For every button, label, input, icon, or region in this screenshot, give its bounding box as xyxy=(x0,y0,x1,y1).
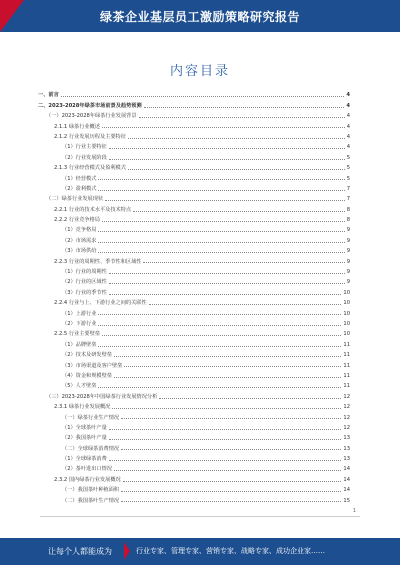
toc-entry-page: 14 xyxy=(343,487,350,494)
toc-entry[interactable] xyxy=(38,358,350,368)
toc-entry[interactable] xyxy=(38,421,350,431)
toc-leader-dots xyxy=(133,211,345,212)
toc-leader-dots xyxy=(98,387,341,388)
toc-entry[interactable] xyxy=(38,296,350,306)
toc-leader-dots xyxy=(114,470,341,471)
toc-entry-text: （1）行业的周期性 xyxy=(62,269,107,276)
table-of-contents xyxy=(38,88,350,504)
toc-leader-dots xyxy=(98,242,344,243)
toc-entry-page: 5 xyxy=(346,165,350,172)
toc-leader-dots xyxy=(98,325,341,326)
toc-entry-text: （二）全球绿茶消费情况 xyxy=(62,445,120,452)
toc-entry-text: （1）行业主要特征 xyxy=(62,144,107,151)
toc-leader-dots xyxy=(139,117,345,118)
toc-leader-dots xyxy=(149,304,342,305)
toc-leader-dots xyxy=(98,190,344,191)
toc-entry[interactable] xyxy=(38,493,350,503)
toc-entry-page: 9 xyxy=(346,227,350,234)
footer-divider xyxy=(40,516,360,517)
toc-leader-dots xyxy=(98,231,344,232)
toc-entry-text: （3）行业的季节性 xyxy=(62,289,107,296)
toc-leader-dots xyxy=(128,138,345,139)
toc-entry[interactable] xyxy=(38,452,350,462)
toc-entry[interactable] xyxy=(38,223,350,233)
toc-entry-text: 2.2.2 行业竞争格局 xyxy=(54,217,100,224)
toc-entry-text: （一）我国茶叶种植面积 xyxy=(62,487,120,494)
toc-entry-page: 4 xyxy=(346,133,350,140)
footer-arrow-icon xyxy=(124,542,130,560)
toc-entry-text: 二、2023-2028年绿茶市场前景及趋势预测 xyxy=(38,102,142,109)
toc-entry[interactable] xyxy=(38,88,350,98)
toc-leader-dots xyxy=(61,96,345,97)
toc-leader-dots xyxy=(121,418,341,419)
toc-entry[interactable] xyxy=(38,389,350,399)
toc-entry-text: （2）下游行业 xyxy=(62,320,97,327)
toc-entry[interactable] xyxy=(38,483,350,493)
toc-leader-dots xyxy=(98,252,344,253)
toc-entry-page: 11 xyxy=(343,341,350,348)
toc-leader-dots xyxy=(112,408,341,409)
toc-entry[interactable] xyxy=(38,244,350,254)
toc-entry-page: 8 xyxy=(346,217,350,224)
toc-leader-dots xyxy=(121,491,341,492)
footer-slogan-right: 行业专家、管理专家、营销专家、战略专家、成功企业家…… xyxy=(136,547,325,555)
toc-entry-text: 2.1.3 行业经营模式及盈利模式 xyxy=(54,165,126,172)
toc-entry-text: （2）行业发展阶段 xyxy=(62,154,107,161)
toc-entry-text: 2.2.5 行业主要壁垒 xyxy=(54,331,100,338)
toc-entry-text: （2）我国茶叶产量 xyxy=(62,435,107,442)
toc-entry-page: 5 xyxy=(346,154,350,161)
toc-entry[interactable] xyxy=(38,161,350,171)
toc-entry-text: （二）绿茶行业发展现状 xyxy=(46,196,104,203)
toc-entry[interactable] xyxy=(38,182,350,192)
toc-entry[interactable] xyxy=(38,171,350,181)
toc-entry[interactable] xyxy=(38,202,350,212)
toc-entry-text: （2）茶叶进出口情况 xyxy=(62,466,112,473)
toc-leader-dots xyxy=(121,449,341,450)
toc-entry-page: 15 xyxy=(343,497,350,504)
toc-entry-page: 4 xyxy=(346,113,350,120)
toc-entry-page: 13 xyxy=(343,456,350,463)
toc-entry-page: 9 xyxy=(346,269,350,276)
toc-entry-page: 4 xyxy=(346,144,350,151)
toc-entry[interactable] xyxy=(38,348,350,358)
page-header xyxy=(0,0,400,32)
toc-entry[interactable] xyxy=(38,98,350,108)
toc-leader-dots xyxy=(124,366,341,367)
toc-entry-page: 10 xyxy=(343,289,350,296)
toc-entry-page: 13 xyxy=(343,435,350,442)
report-title: 绿茶企业基层员工激励策略研究报告 xyxy=(99,10,300,24)
toc-entry-text: （4）资金和规模壁垒 xyxy=(62,372,112,379)
toc-entry[interactable] xyxy=(38,337,350,347)
toc-entry-page: 9 xyxy=(346,279,350,286)
toc-entry[interactable] xyxy=(38,379,350,389)
toc-entry-text: （2）行业的区域性 xyxy=(62,279,107,286)
toc-entry-page: 4 xyxy=(346,102,350,109)
toc-leader-dots xyxy=(114,356,341,357)
toc-entry-text: 2.3.2 国内绿茶行业发展概况 xyxy=(54,476,121,483)
toc-entry[interactable] xyxy=(38,130,350,140)
toc-leader-dots xyxy=(109,273,345,274)
toc-entry-text: 2.1.2 行业发展历程及主要特征 xyxy=(54,133,126,140)
toc-entry[interactable] xyxy=(38,472,350,482)
toc-entry-text: 2.2.3 行业的周期性、季节性和区域性 xyxy=(54,258,142,265)
toc-entry-page: 5 xyxy=(346,175,350,182)
toc-entry[interactable] xyxy=(38,254,350,264)
toc-entry-text: （1）竞争格局 xyxy=(62,227,97,234)
toc-entry-page: 11 xyxy=(343,383,350,390)
toc-entry[interactable] xyxy=(38,192,350,202)
toc-leader-dots xyxy=(109,294,342,295)
toc-entry-text: （3）市场渠道及客户壁垒 xyxy=(62,362,123,369)
toc-entry-page: 12 xyxy=(343,414,350,421)
toc-entry[interactable] xyxy=(38,150,350,160)
toc-entry-page: 12 xyxy=(343,393,350,400)
toc-entry-page: 10 xyxy=(343,320,350,327)
toc-entry-page: 7 xyxy=(346,196,350,203)
toc-leader-dots xyxy=(109,429,342,430)
toc-entry-text: （1）全球茶叶产量 xyxy=(62,424,107,431)
toc-entry-text: （5）人才壁垒 xyxy=(62,383,97,390)
toc-leader-dots xyxy=(105,200,345,201)
toc-entry-text: （一）2023-2028年绿茶行业发展背景 xyxy=(46,113,137,120)
toc-entry-text: （1）全球绿茶消费 xyxy=(62,456,107,463)
toc-entry[interactable] xyxy=(38,462,350,472)
footer-slogan-left: 让每个人都能成为 xyxy=(48,547,112,556)
toc-entry[interactable] xyxy=(38,109,350,119)
toc-leader-dots xyxy=(128,169,345,170)
toc-entry-page: 4 xyxy=(346,92,350,99)
toc-entry-text: （一）绿茶行业生产情况 xyxy=(62,414,120,421)
toc-entry[interactable] xyxy=(38,275,350,285)
toc-entry-text: （3）市场供给 xyxy=(62,248,97,255)
toc-entry-text: 一、前言 xyxy=(38,92,59,99)
toc-entry-page: 9 xyxy=(346,237,350,244)
toc-leader-dots xyxy=(143,262,344,263)
toc-entry-page: 12 xyxy=(343,404,350,411)
toc-entry-page: 11 xyxy=(343,362,350,369)
toc-entry-text: （1）经营模式 xyxy=(62,175,97,182)
toc-entry[interactable] xyxy=(38,317,350,327)
toc-entry-text: （1）品牌壁垒 xyxy=(62,341,97,348)
toc-entry-page: 13 xyxy=(343,445,350,452)
toc-entry-page: 4 xyxy=(346,123,350,130)
toc-entry-page: 14 xyxy=(343,466,350,473)
toc-entry[interactable] xyxy=(38,327,350,337)
toc-entry-text: （2）市场需求 xyxy=(62,237,97,244)
toc-leader-dots xyxy=(109,460,342,461)
toc-leader-dots xyxy=(121,501,341,502)
toc-entry[interactable] xyxy=(38,410,350,420)
toc-entry-page: 9 xyxy=(346,258,350,265)
toc-entry-page: 11 xyxy=(343,352,350,359)
toc-leader-dots xyxy=(98,346,341,347)
toc-entry-page: 14 xyxy=(343,476,350,483)
toc-entry-page: 12 xyxy=(343,424,350,431)
toc-heading: 内容目录 xyxy=(169,64,230,79)
toc-entry-text: 2.3.1 绿茶行业发展概况 xyxy=(54,404,111,411)
toc-leader-dots xyxy=(98,314,341,315)
toc-entry[interactable] xyxy=(38,233,350,243)
toc-leader-dots xyxy=(102,335,341,336)
toc-leader-dots xyxy=(109,439,342,440)
toc-entry-page: 9 xyxy=(346,248,350,255)
toc-entry-page: 7 xyxy=(346,185,350,192)
toc-leader-dots xyxy=(109,283,345,284)
toc-entry[interactable] xyxy=(38,119,350,129)
toc-leader-dots xyxy=(102,221,345,222)
toc-entry[interactable] xyxy=(38,213,350,223)
toc-entry-text: 2.2.4 行业与上、下游行业之间的关联性 xyxy=(54,300,147,307)
page-footer xyxy=(0,538,400,565)
toc-entry[interactable] xyxy=(38,285,350,295)
toc-entry[interactable] xyxy=(38,431,350,441)
toc-entry[interactable] xyxy=(38,265,350,275)
toc-entry-text: （三）2023-2028年中国绿茶行业发展情况分析 xyxy=(46,393,158,400)
toc-entry[interactable] xyxy=(38,140,350,150)
toc-entry-text: （2）技术及研发壁垒 xyxy=(62,352,112,359)
toc-entry[interactable] xyxy=(38,400,350,410)
toc-entry-text: （2）盈利模式 xyxy=(62,185,97,192)
toc-entry-page: 10 xyxy=(343,331,350,338)
toc-leader-dots xyxy=(109,148,345,149)
toc-entry-page: 10 xyxy=(343,300,350,307)
toc-entry-page: 10 xyxy=(343,310,350,317)
toc-entry-text: （1）上游行业 xyxy=(62,310,97,317)
toc-leader-dots xyxy=(123,481,342,482)
toc-entry-text: 2.1.1 绿茶行业概述 xyxy=(54,123,100,130)
toc-leader-dots xyxy=(144,107,345,108)
page-number: 1 xyxy=(352,508,356,514)
toc-entry[interactable] xyxy=(38,306,350,316)
toc-leader-dots xyxy=(114,377,341,378)
toc-entry-page: 11 xyxy=(343,372,350,379)
toc-leader-dots xyxy=(109,159,345,160)
toc-leader-dots xyxy=(159,398,341,399)
toc-entry-text: 2.2.1 行业的技术水平及技术特点 xyxy=(54,206,132,213)
toc-entry[interactable] xyxy=(38,369,350,379)
toc-entry-text: （二）我国茶叶生产情况 xyxy=(62,497,120,504)
toc-entry-page: 8 xyxy=(346,206,350,213)
toc-leader-dots xyxy=(98,179,344,180)
toc-leader-dots xyxy=(102,127,345,128)
toc-entry[interactable] xyxy=(38,441,350,451)
